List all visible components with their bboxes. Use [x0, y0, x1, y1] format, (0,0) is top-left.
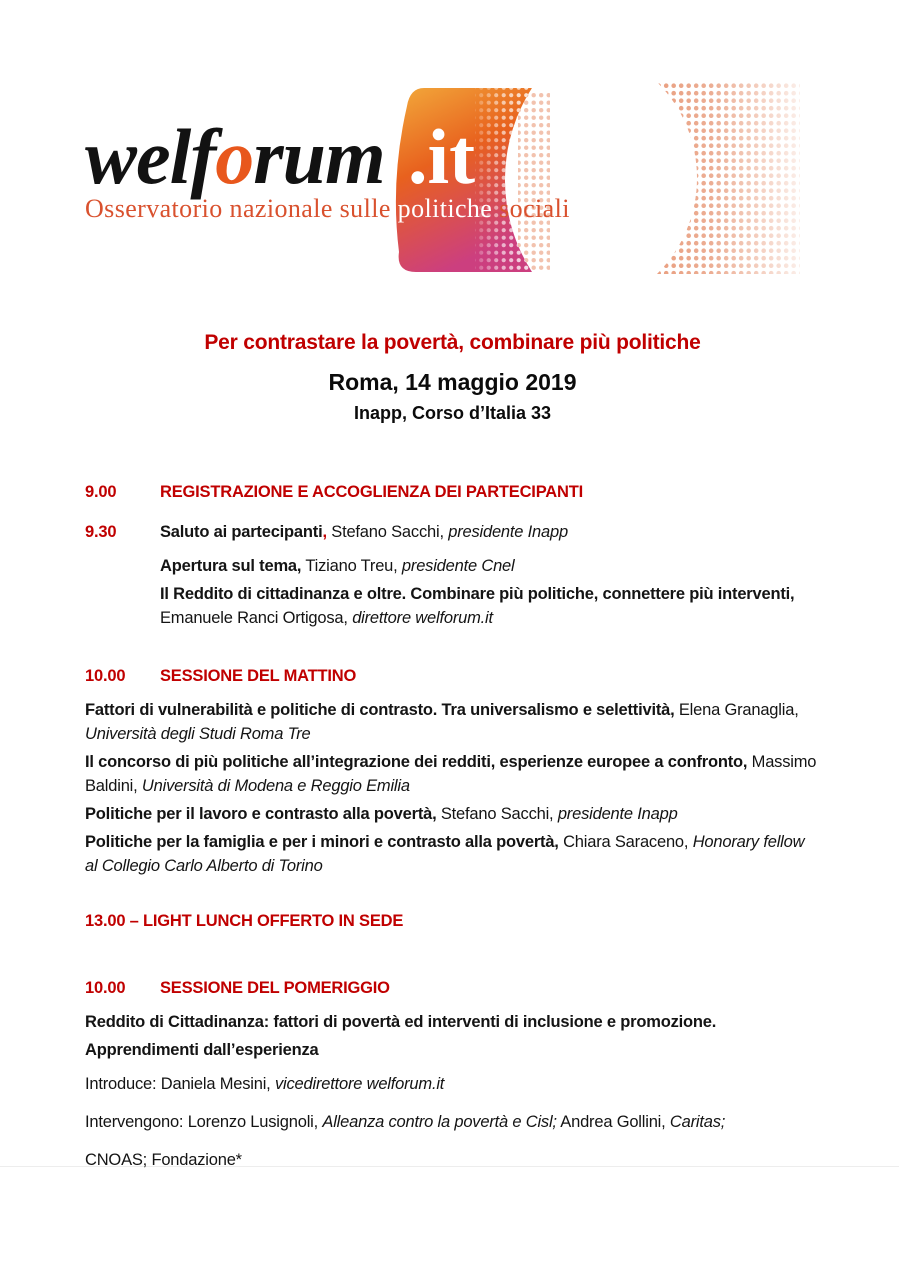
text-segment: Stefano Sacchi, [326, 523, 449, 541]
text-segment: Chiara Saraceno, [558, 833, 693, 851]
time-label: 9.30 [85, 523, 117, 541]
program-row [85, 976, 820, 1000]
text-segment: Intervengono: Lorenzo Lusignoli, [85, 1113, 323, 1131]
row-text [85, 1110, 820, 1134]
row-text [85, 750, 820, 798]
event-date: Roma, 14 maggio 2019 [328, 369, 577, 395]
text-segment: Fattori di vulnerabilità e politiche di contrasto. Tra universalismo e selettività, [85, 701, 675, 719]
text-segment: Elena Granaglia, [674, 701, 799, 719]
program-row [85, 750, 820, 798]
program-row [85, 582, 820, 630]
text-segment: presidente Inapp [557, 805, 678, 823]
text-segment: Università degli Studi Roma Tre [85, 725, 311, 743]
text-segment: direttore welforum.it [352, 609, 493, 627]
text-segment: CNOAS; Fondazione* [85, 1151, 242, 1169]
text-segment: Reddito di Cittadinanza: fattori di povertà ed interventi di inclusione e promozione. Apprendimenti dall’esperienza [85, 1013, 717, 1059]
tagline-highlight: politiche [397, 194, 493, 223]
text-segment: presidente Inapp [448, 523, 568, 541]
program-row [85, 909, 820, 933]
row-text [85, 698, 820, 746]
text-segment: Massimo Baldini, [85, 753, 817, 795]
text-segment: Caritas; [669, 1113, 726, 1131]
row-text [160, 520, 820, 544]
text-segment: Alleanza contro la povertà e Cisl; [322, 1113, 557, 1131]
program-row [85, 480, 820, 504]
row-text [160, 480, 820, 504]
welforum-logo [85, 113, 385, 200]
event-title: Per contrastare la povertà, combinare più politiche [204, 331, 701, 354]
row-text [85, 1148, 820, 1172]
tagline-pre: Osservatorio nazionale sulle [85, 194, 398, 223]
text-segment: Apertura sul tema, [160, 557, 302, 575]
text-segment: Politiche per la famiglia e per i minori e contrasto alla povertà, [85, 833, 559, 851]
row-text [160, 554, 820, 578]
program-row [85, 520, 820, 544]
program-row [85, 1008, 820, 1064]
event-venue: Inapp, Corso d’Italia 33 [353, 403, 552, 423]
text-segment: REGISTRAZIONE E ACCOGLIENZA DEI PARTECIPANTI [160, 483, 583, 501]
program-row [85, 664, 820, 688]
row-text [85, 830, 820, 878]
program-row [85, 802, 820, 826]
text-segment: , [322, 523, 327, 541]
text-segment: Saluto ai partecipanti [160, 523, 323, 541]
time-label: 10.00 [85, 667, 126, 685]
program-row [85, 1148, 820, 1172]
text-segment: vicedirettore welforum.it [274, 1075, 445, 1093]
row-text [85, 909, 820, 933]
text-segment: Stefano Sacchi, [436, 805, 558, 823]
text-segment: Tiziano Treu, [301, 557, 402, 575]
logo-tagline [85, 194, 570, 224]
program-row [85, 698, 820, 746]
logo-text-pre: welf [85, 113, 216, 200]
logo-tld: .it [408, 113, 476, 200]
text-segment: Andrea Gollini, [556, 1113, 670, 1131]
text-segment: Università di Modena e Reggio Emilia [141, 777, 410, 795]
logo-text-post: rum [253, 113, 385, 200]
text-segment: SESSIONE DEL MATTINO [160, 667, 357, 685]
time-label: 10.00 [85, 979, 126, 997]
program-row [85, 554, 820, 578]
text-segment: Introduce: Daniela Mesini, [85, 1075, 275, 1093]
text-segment: Honorary fellow al Collegio Carlo Alberto di Torino [85, 833, 805, 875]
program-row [85, 1110, 820, 1134]
logo-letter-o: o [215, 113, 254, 200]
row-text [85, 1072, 820, 1096]
text-segment: Il Reddito di cittadinanza e oltre. Combinare più politiche, connettere più interventi, [160, 585, 795, 603]
text-segment: SESSIONE DEL POMERIGGIO [160, 979, 390, 997]
text-segment: Politiche per il lavoro e contrasto alla povertà, [85, 805, 437, 823]
row-text [85, 802, 820, 826]
text-segment: Emanuele Ranci Ortigosa, [160, 609, 353, 627]
program-row [85, 1072, 820, 1096]
text-segment: 13.00 – LIGHT LUNCH OFFERTO IN SEDE [85, 912, 404, 930]
time-label: 9.00 [85, 483, 117, 501]
row-text [160, 664, 820, 688]
tagline-post: sociali [492, 194, 570, 223]
program-schedule [85, 480, 820, 1172]
program-row [85, 830, 820, 878]
text-segment: Il concorso di più politiche all’integrazione dei redditi, esperienze europee a confronto, [85, 753, 748, 771]
text-segment: presidente Cnel [401, 557, 515, 575]
row-text [160, 976, 820, 1000]
row-text [160, 582, 820, 630]
row-text [85, 1008, 820, 1064]
